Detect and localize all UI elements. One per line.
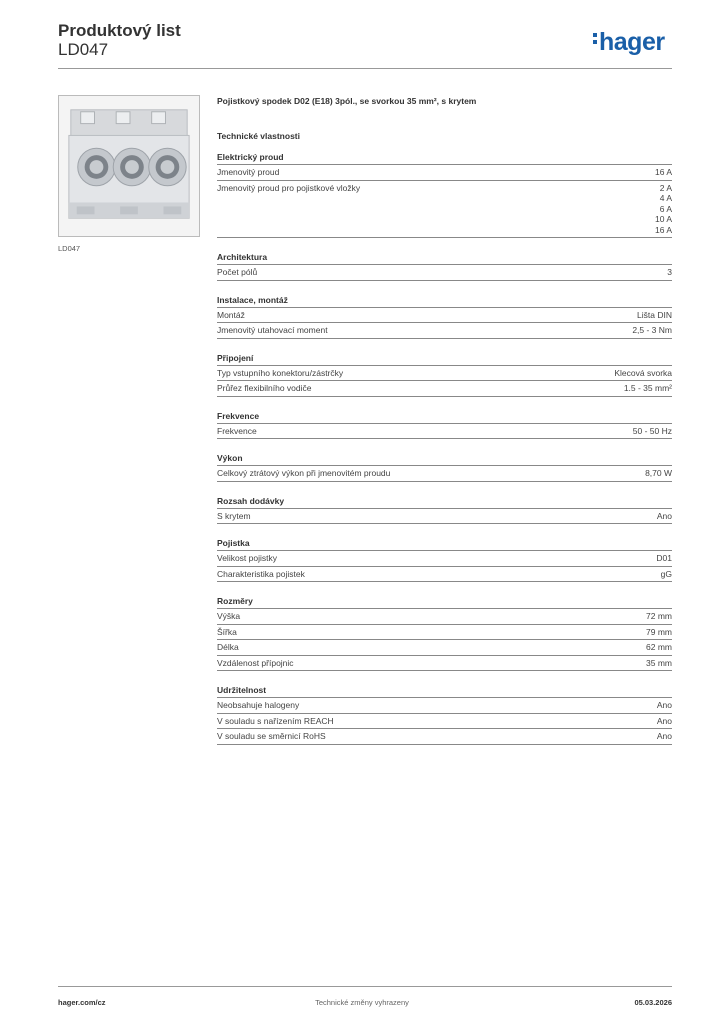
spec-value-item: 16 A (654, 224, 672, 235)
footer-notice: Technické změny vyhrazeny (315, 998, 409, 1007)
spec-section (217, 252, 672, 281)
section-title: Elektrický proud (217, 152, 672, 165)
spec-label: Vzdálenost přípojnic (217, 657, 294, 668)
spec-row (217, 308, 672, 324)
spec-section (217, 685, 672, 745)
spec-value-item: 2 A (659, 182, 672, 193)
spec-value (656, 553, 672, 564)
section-title: Připojení (217, 353, 672, 366)
spec-value (646, 658, 672, 669)
spec-value-item: gG (660, 568, 672, 579)
spec-value-item: 62 mm (646, 642, 672, 652)
image-caption: LD047 (58, 244, 81, 253)
spec-section (217, 496, 672, 525)
fuse-base-illustration (59, 96, 199, 236)
spec-row (217, 466, 672, 482)
spec-row (217, 698, 672, 714)
spec-label: V souladu s nařízením REACH (217, 715, 334, 726)
spec-value-item: 1.5 - 35 mm² (623, 383, 672, 393)
spec-sections (217, 152, 672, 745)
spec-value (657, 716, 672, 727)
footer-website: hager.com/cz (58, 998, 106, 1007)
spec-value-item: 10 A (654, 214, 672, 224)
spec-label: Jmenovitý utahovací moment (217, 325, 328, 335)
spec-label: Délka (217, 642, 239, 652)
spec-label: Celkový ztrátový výkon při jmenovitém proudu (217, 468, 391, 478)
spec-label: Frekvence (217, 425, 257, 436)
header-divider (58, 68, 672, 69)
spec-section (217, 538, 672, 582)
footer-divider (58, 986, 672, 987)
spec-row (217, 625, 672, 641)
spec-label: V souladu se směrnicí RoHS (217, 731, 326, 741)
spec-row (217, 424, 672, 440)
section-title: Udržitelnost (217, 685, 672, 698)
section-title: Pojistka (217, 538, 672, 551)
spec-value-item: 16 A (654, 167, 672, 177)
spec-label: Šířka (217, 626, 237, 637)
spec-label: Neobsahuje halogeny (217, 700, 300, 710)
spec-row (217, 609, 672, 625)
spec-label: Typ vstupního konektoru/zástrčky (217, 367, 344, 378)
spec-value (657, 511, 672, 522)
spec-value-item: Lišta DIN (637, 309, 672, 320)
spec-value-item: 72 mm (646, 611, 672, 621)
spec-value-item: 79 mm (646, 626, 672, 637)
spec-row (217, 551, 672, 567)
spec-value (633, 426, 672, 437)
spec-value-item: 50 - 50 Hz (632, 425, 672, 436)
spec-row (217, 729, 672, 745)
product-code: LD047 (58, 40, 109, 59)
spec-value-item: Ano (656, 700, 672, 710)
hager-logo (593, 28, 665, 57)
spec-value-item: 8,70 W (645, 468, 672, 478)
spec-value-item: D01 (656, 553, 672, 563)
spec-value-item: 3 (667, 267, 672, 277)
spec-label: Charakteristika pojistek (217, 568, 305, 579)
spec-value (667, 267, 672, 278)
spec-value (646, 627, 672, 638)
product-image (58, 95, 200, 237)
spec-value (657, 731, 672, 742)
page-title: Produktový list (58, 21, 181, 40)
spec-row (217, 181, 672, 239)
spec-value (614, 368, 672, 379)
spec-section (217, 152, 672, 238)
spec-value (657, 700, 672, 711)
spec-row (217, 323, 672, 339)
spec-label: Jmenovitý proud pro pojistkové vložky (217, 182, 361, 193)
spec-label: Výška (217, 611, 241, 621)
spec-value (655, 183, 672, 236)
spec-value-item: 35 mm (646, 657, 672, 668)
spec-section (217, 453, 672, 482)
spec-row (217, 640, 672, 656)
spec-value (645, 468, 672, 479)
spec-section (217, 295, 672, 339)
section-title: Architektura (217, 252, 672, 265)
section-title: Frekvence (217, 411, 672, 424)
spec-value (655, 167, 672, 178)
spec-section (217, 596, 672, 671)
tech-properties-heading: Technické vlastnosti (217, 131, 300, 141)
logo-dots-icon (593, 33, 597, 47)
spec-value (646, 611, 672, 622)
spec-value (637, 310, 672, 321)
spec-label: S krytem (217, 510, 251, 521)
spec-row (217, 567, 672, 583)
spec-row (217, 165, 672, 181)
spec-value-item: Klecová svorka (614, 367, 672, 378)
spec-value-item: Ano (656, 731, 672, 741)
spec-label: Velikost pojistky (217, 553, 277, 563)
spec-row (217, 656, 672, 672)
spec-value (624, 383, 672, 394)
section-title: Instalace, montáž (217, 295, 672, 308)
logo-text: hager (599, 28, 665, 56)
spec-section (217, 411, 672, 440)
spec-row (217, 381, 672, 397)
spec-label: Montáž (217, 309, 245, 320)
spec-value (646, 642, 672, 653)
spec-value-item: Ano (656, 715, 672, 726)
spec-row (217, 366, 672, 382)
spec-section (217, 353, 672, 397)
section-title: Výkon (217, 453, 672, 466)
spec-label: Průřez flexibilního vodiče (217, 383, 312, 393)
spec-value-item: 6 A (659, 203, 672, 214)
spec-row (217, 509, 672, 525)
spec-value (661, 569, 672, 580)
spec-row (217, 714, 672, 730)
spec-row (217, 265, 672, 281)
spec-value-item: Ano (656, 510, 672, 521)
spec-value-item: 4 A (659, 193, 672, 203)
spec-value-item: 2,5 - 3 Nm (632, 325, 672, 335)
spec-content (217, 96, 672, 759)
product-description: Pojistkový spodek D02 (E18) 3pól., se svorkou 35 mm², s krytem (217, 96, 477, 106)
spec-label: Počet pólů (217, 267, 258, 277)
spec-label: Jmenovitý proud (217, 167, 280, 177)
section-title: Rozměry (217, 596, 672, 609)
section-title: Rozsah dodávky (217, 496, 672, 509)
spec-value (632, 325, 672, 336)
footer-date: 05.03.2026 (634, 998, 672, 1007)
